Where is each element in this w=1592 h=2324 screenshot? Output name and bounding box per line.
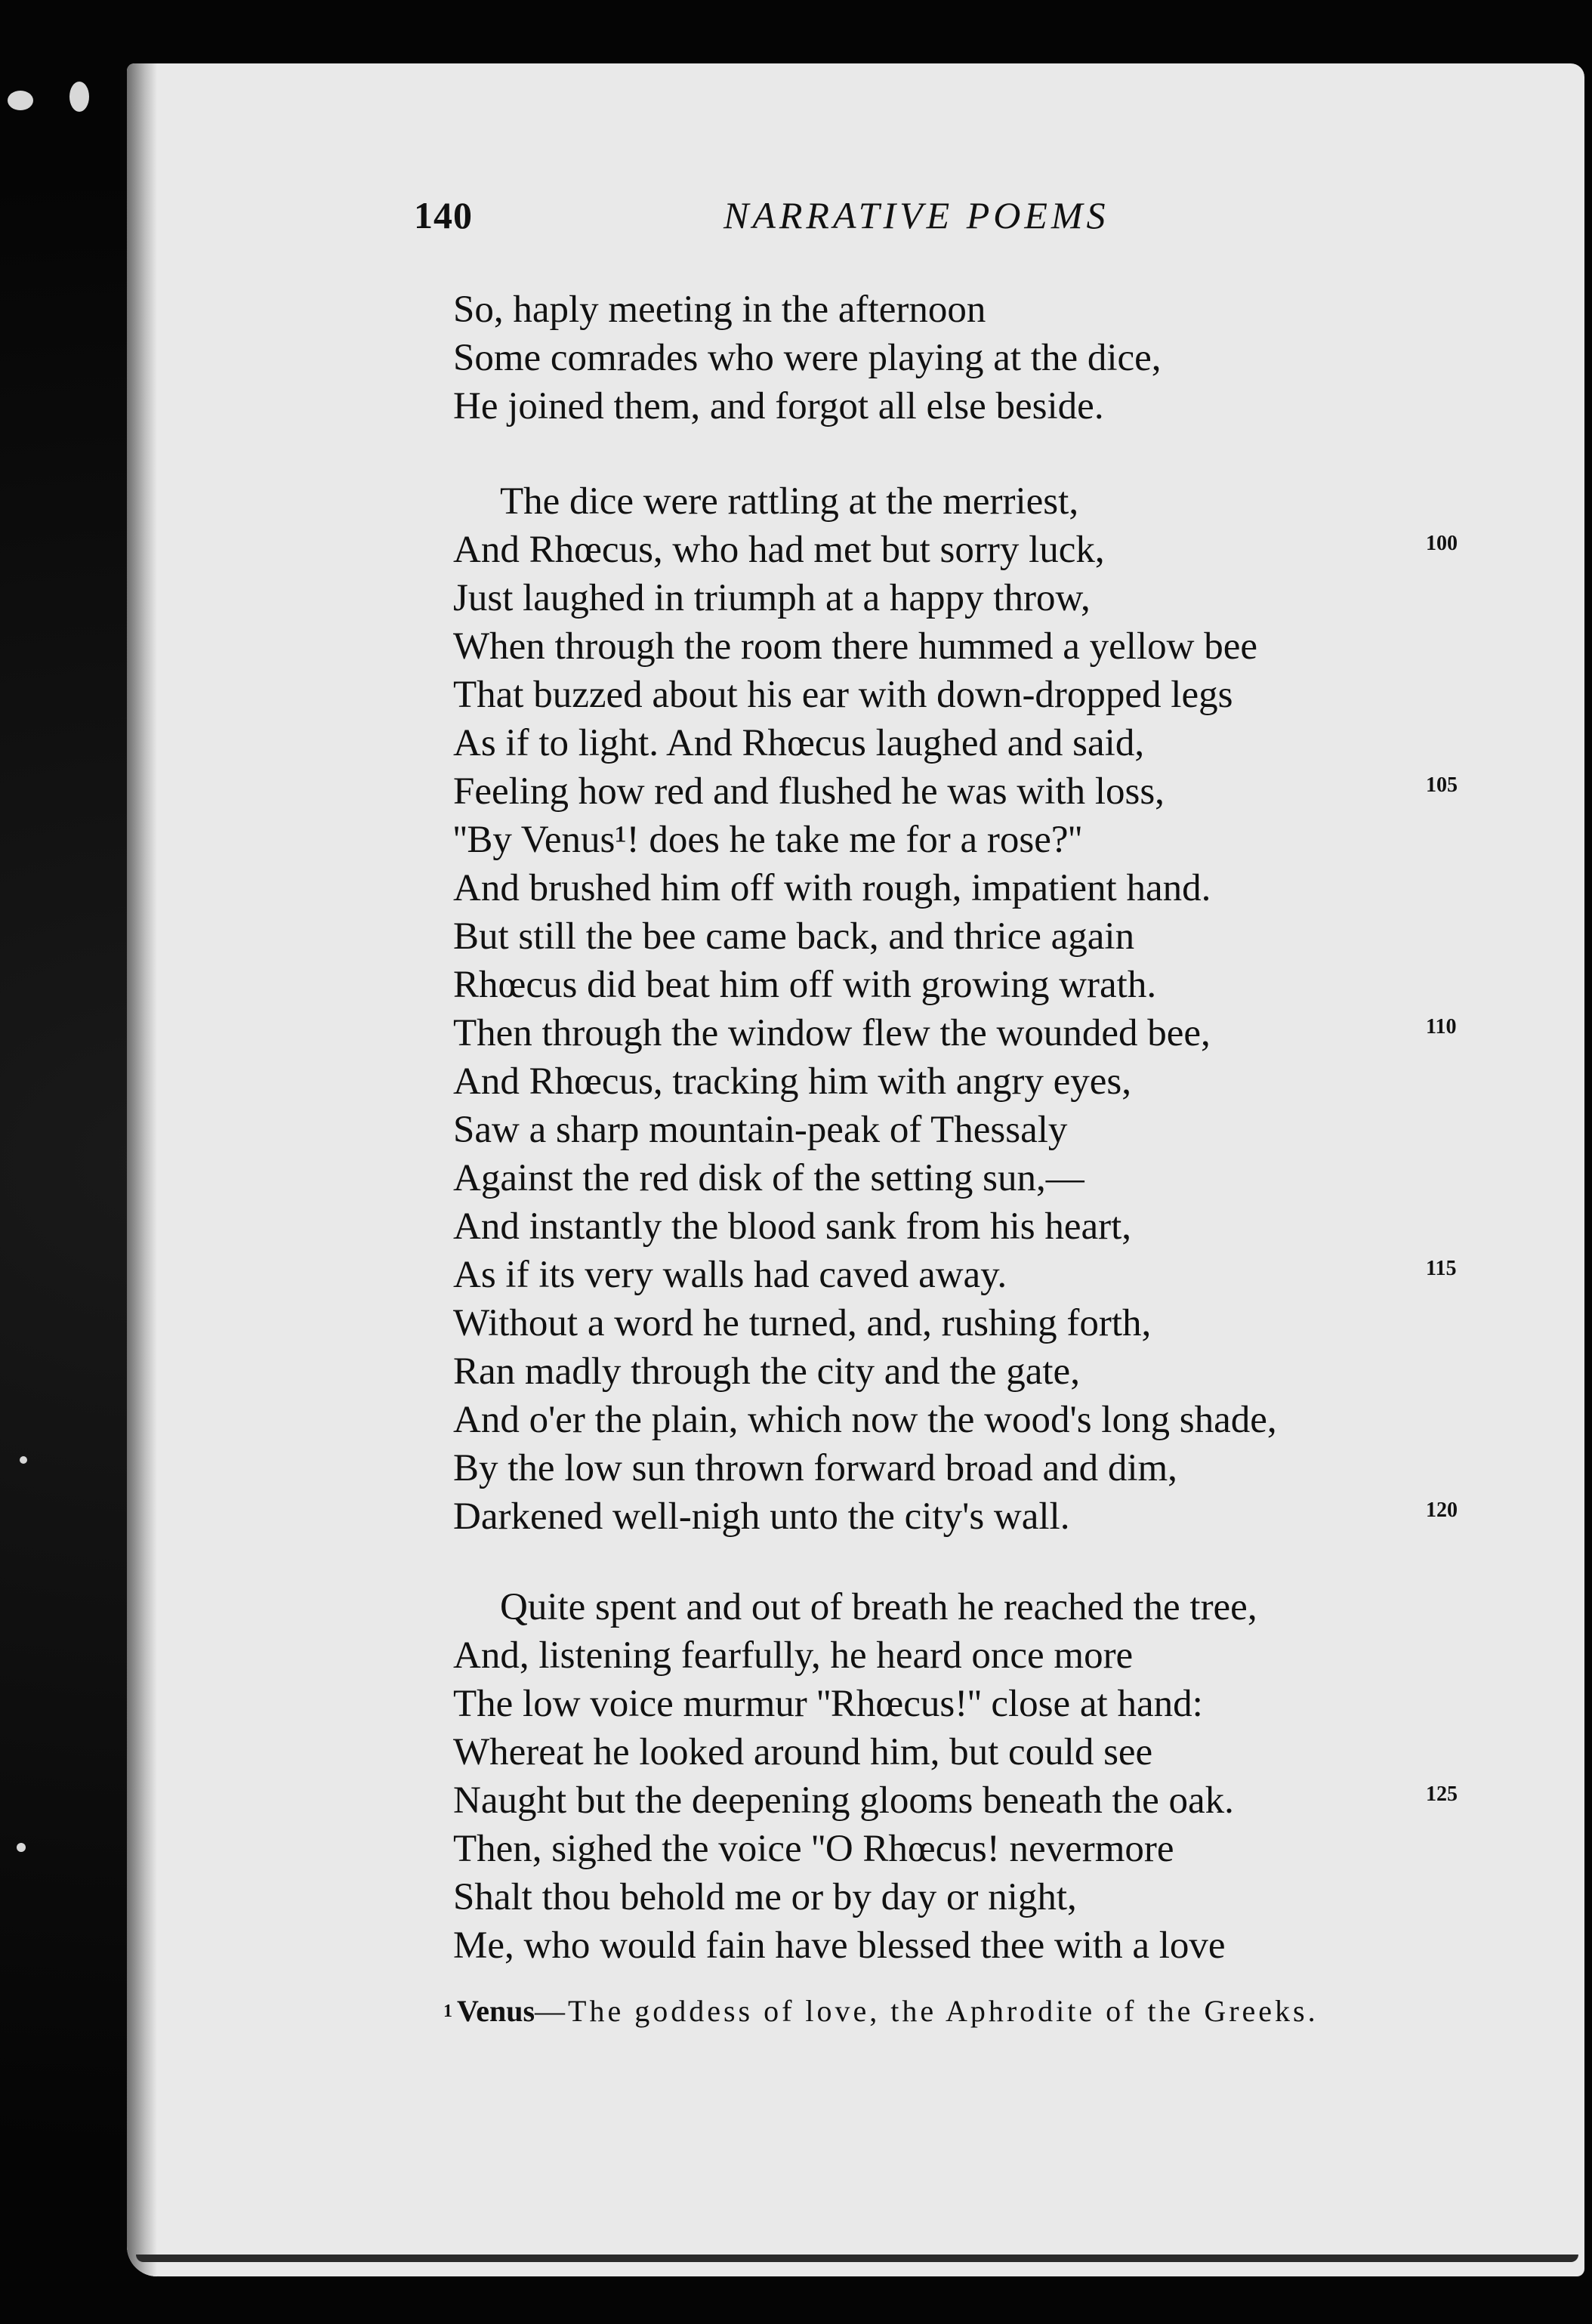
poem-line-text: Feeling how red and flushed he was with loss, [453,770,1165,813]
scan-speck [8,91,33,110]
poem-line [453,1251,1473,1299]
poem-line-text: Naught but the deepening glooms beneath the oak. [453,1779,1234,1822]
poem-line [453,1921,1473,1970]
poem-line-text: As if its very walls had caved away. [453,1254,1007,1296]
poem-line [453,1825,1473,1873]
poem-line-text: He joined them, and forgot all else beside. [453,385,1104,427]
poem-line-text: And brushed him off with rough, impatient hand. [453,867,1211,909]
poem-line-text: Some comrades who were playing at the dice, [453,337,1162,379]
poem-line [453,1583,1473,1631]
poem-line [453,1444,1473,1492]
poem-line-text: Me, who would fain have blessed thee with a love [453,1924,1226,1967]
poem-line-text: Whereat he looked around him, but could see [453,1731,1153,1773]
poem-line [453,961,1473,1009]
poem-line-text: The dice were rattling at the merriest, [500,480,1079,523]
poem-line [453,1202,1473,1251]
poem-line [453,912,1473,961]
poem-line [453,477,1473,526]
poem-line-text: ''By Venus¹! does he take me for a rose?'' [453,819,1082,861]
poem-line [453,864,1473,912]
poem-line-text: Quite spent and out of breath he reached the tree, [500,1586,1257,1628]
poem-line-text: And instantly the blood sank from his heart, [453,1205,1132,1248]
line-number: 120 [1426,1498,1458,1522]
poem-line-text: Shalt thou behold me or by day or night, [453,1876,1077,1918]
poem-line-text: And Rhœcus, who had met but sorry luck, [453,529,1105,571]
poem-line-text: Ran madly through the city and the gate, [453,1350,1080,1393]
poem-line [453,1873,1473,1921]
poem-line [453,1492,1473,1541]
page-gutter [127,63,157,2276]
poem-line [453,1154,1473,1202]
footnote-mark: 1 [443,2001,452,2021]
poem-line [453,1631,1473,1680]
poem-line [453,1347,1473,1396]
poem-line [453,334,1473,382]
poem-line [453,1728,1473,1776]
poem-line [453,1299,1473,1347]
poem-line [453,671,1473,719]
scan-speck [20,1456,27,1464]
scan-speck [69,82,89,112]
poem-line-text: But still the bee came back, and thrice again [453,915,1135,958]
stanza-3 [453,1583,1473,1970]
poem-line [453,1009,1473,1057]
stanza-1 [453,285,1473,431]
line-number: 110 [1426,1015,1457,1039]
poem-line-text: Rhœcus did beat him off with growing wrath. [453,964,1157,1006]
poem-line-text: Against the red disk of the setting sun,— [453,1157,1084,1199]
poem-line-text: Then, sighed the voice ''O Rhœcus! nevermore [453,1828,1174,1870]
poem-line [453,1106,1473,1154]
poem-line-text: That buzzed about his ear with down-dropped legs [453,674,1233,716]
poem-line-text: By the low sun thrown forward broad and dim, [453,1447,1177,1489]
poem-line [453,382,1473,431]
poem-line [453,574,1473,622]
line-number: 115 [1426,1257,1457,1280]
poem-line-text: When through the room there hummed a yellow bee [453,625,1257,668]
poem-line-text: So, haply meeting in the afternoon [453,289,986,331]
poem-line-text: Saw a sharp mountain-peak of Thessaly [453,1109,1068,1151]
poem-line-text: And o'er the plain, which now the wood's long shade, [453,1399,1277,1441]
poem-line-text: And, listening fearfully, he heard once more [453,1634,1134,1677]
line-number: 100 [1426,532,1458,555]
poem-line-text: Just laughed in triumph at a happy throw, [453,577,1091,619]
poem-line [453,1396,1473,1444]
poem-line [453,719,1473,767]
poem-line [453,816,1473,864]
poem-line [453,767,1473,816]
poem-line-text: Darkened well-nigh unto the city's wall. [453,1495,1070,1538]
poem-line [453,526,1473,574]
footnote-term: Venus [457,1994,535,2028]
footnote-text: —The goddess of love, the Aphrodite of the Greeks. [535,1994,1319,2028]
poem-line [453,1057,1473,1106]
line-number: 105 [1426,773,1458,797]
poem-line-text: As if to light. And Rhœcus laughed and said, [453,722,1145,764]
poem-line-text: And Rhœcus, tracking him with angry eyes, [453,1060,1132,1103]
line-number: 125 [1426,1782,1458,1806]
poem-line [453,285,1473,334]
poem-line [453,622,1473,671]
stanza-2 [453,477,1473,1541]
poem-line-text: Then through the window flew the wounded bee, [453,1012,1211,1054]
page-number: 140 [414,194,473,236]
page-header [0,193,1592,246]
poem-line [453,1776,1473,1825]
scan-speck [17,1843,26,1852]
poem-line [453,1680,1473,1728]
page-bottom-edge [136,2255,1578,2262]
poem-line-text: Without a word he turned, and, rushing forth, [453,1302,1152,1344]
poem-line-text: The low voice murmur ''Rhœcus!'' close at hand: [453,1683,1203,1725]
running-head: NARRATIVE POEMS [723,194,1109,236]
footnote [406,1994,1470,2029]
